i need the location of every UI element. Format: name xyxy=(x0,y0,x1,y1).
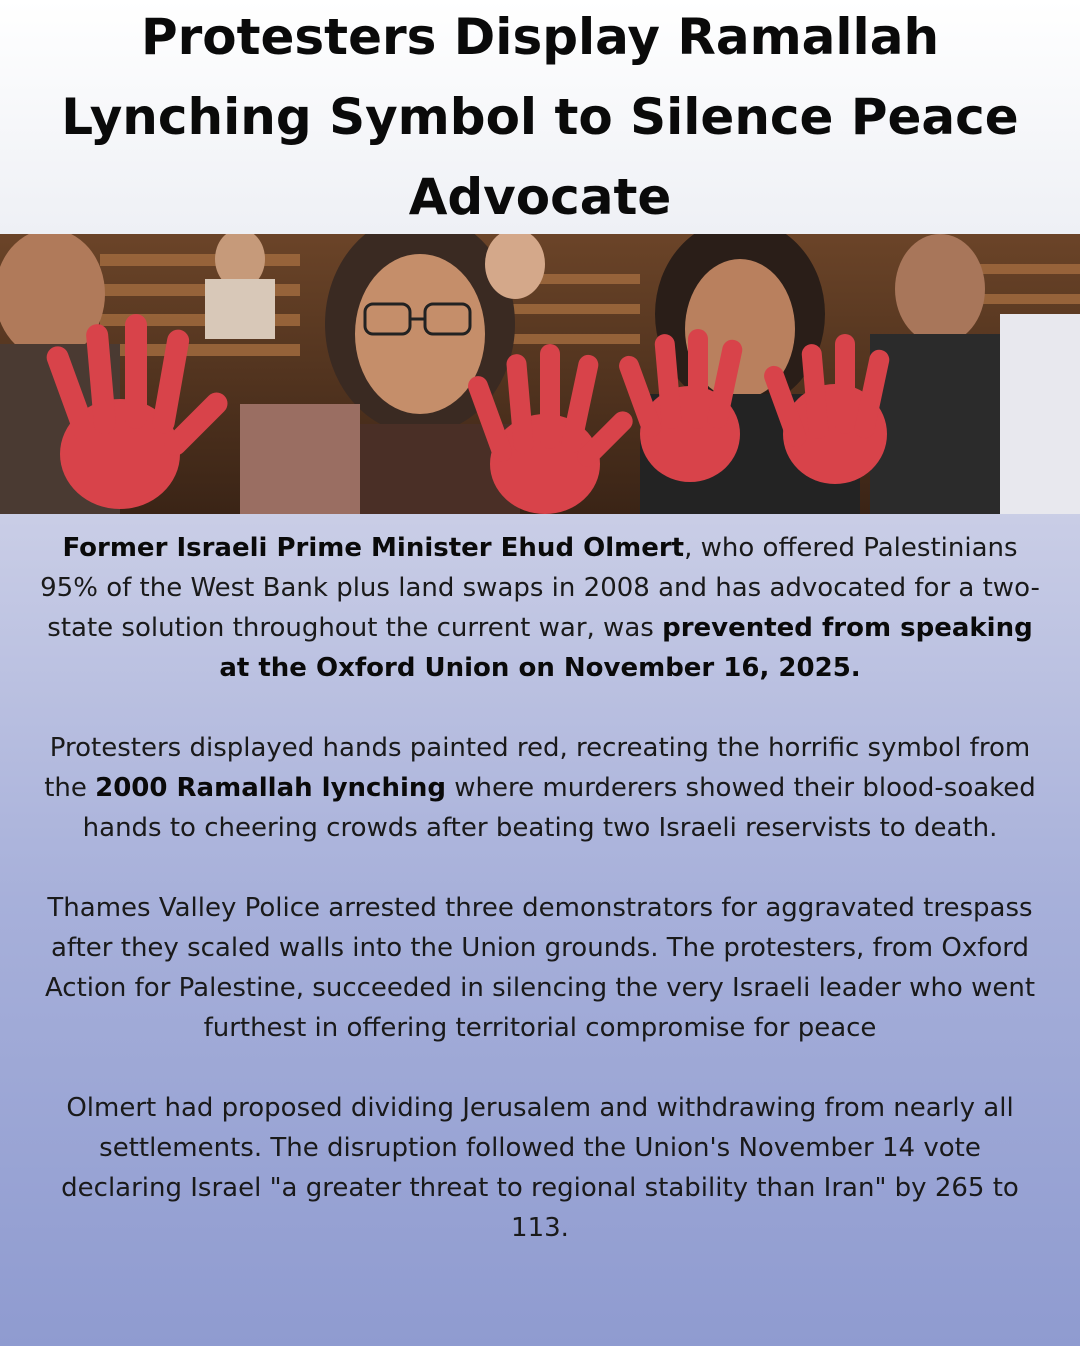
paragraph-2-bold: 2000 Ramallah lynching xyxy=(95,773,446,803)
article-body xyxy=(40,528,1040,1288)
headline: Protesters Display Ramallah Lynching Symbol to Silence Peace Advocate xyxy=(61,8,1019,226)
paragraph-2-text-2: where murderers showed their blood-soaked hands to cheering crowds after beating two Israeli reservists to death. xyxy=(82,773,1036,843)
paragraph-1-bold-lead: Former Israeli Prime Minister Ehud Olmert xyxy=(62,533,685,563)
protest-photo xyxy=(0,234,1080,514)
paragraph-1-bold-end: prevented from speaking at the Oxford Union on November 16, 2025. xyxy=(219,613,1033,683)
paragraph-2-text-1: Protesters displayed hands painted red, recreating the horrific symbol from the xyxy=(44,733,1031,803)
paragraph-1 xyxy=(40,528,1040,688)
paragraph-3: Thames Valley Police arrested three demonstrators for aggravated trespass after they scaled walls into the Union grounds. The protesters, from Oxford Action for Palestine, succeeded in silencing the very Israeli leader who went furthest in offering territorial compromise for peace xyxy=(44,893,1036,1043)
paragraph-1-text: , who offered Palestinians 95% of the West Bank plus land swaps in 2008 and has advocated for a two-state solution throughout the current war, was xyxy=(40,533,1040,643)
paragraph-4: Olmert had proposed dividing Jerusalem and withdrawing from nearly all settlements. The disruption followed the Union's November 14 vote declaring Israel "a greater threat to regional stability than Iran" by 265 to 113. xyxy=(61,1093,1019,1243)
title-banner xyxy=(0,0,1080,234)
paragraph-2 xyxy=(40,728,1040,848)
